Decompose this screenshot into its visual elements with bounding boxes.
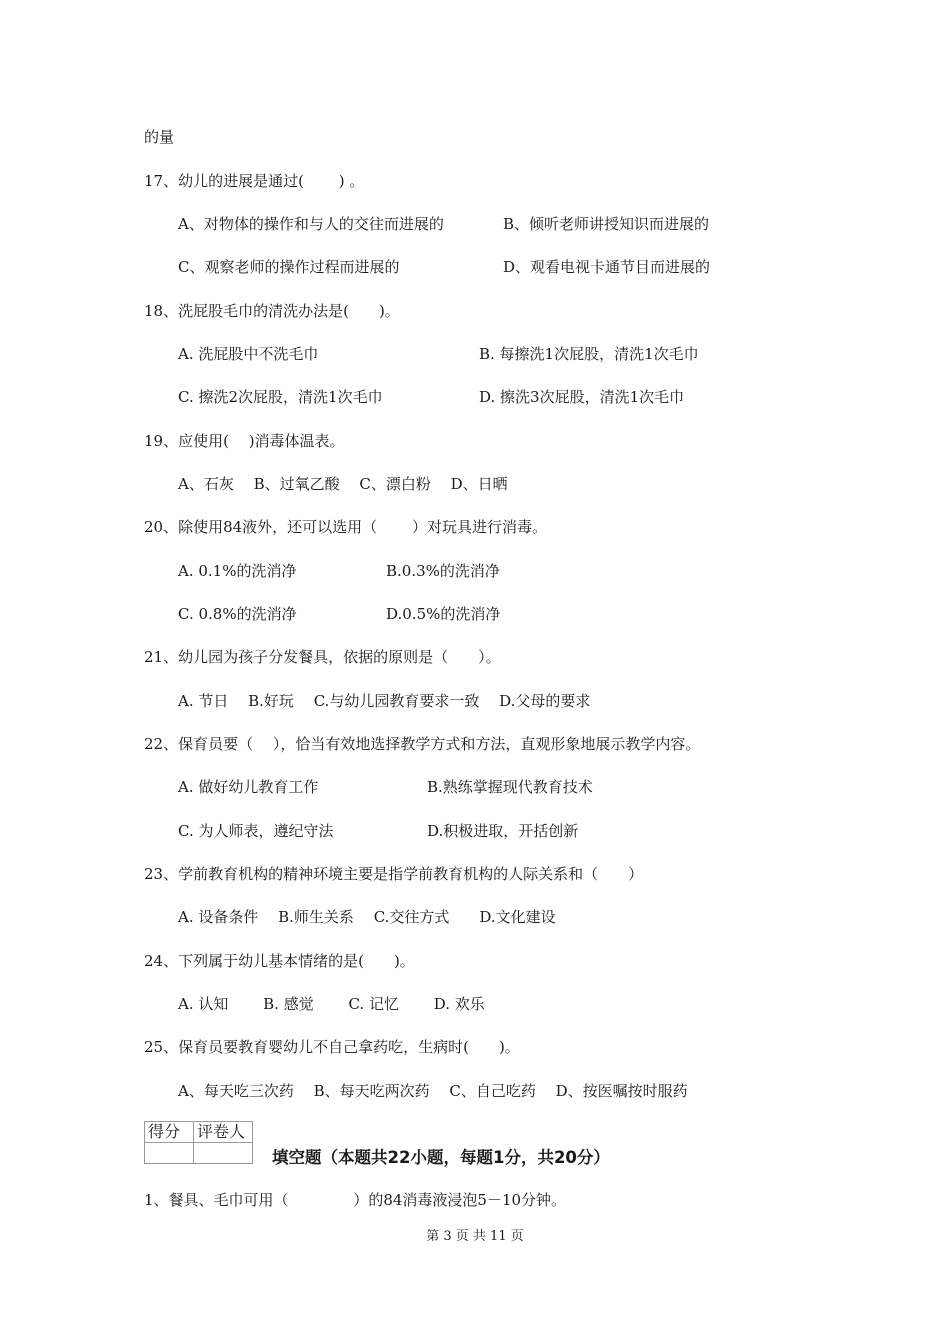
question-25-stem: 25、保育员要教育婴幼儿不自己拿药吃，生病时( )。	[144, 1038, 520, 1056]
question-17-option-a: A、对物体的操作和与人的交往而进展的	[178, 215, 444, 233]
question-24-options: A. 认知 B. 感觉 C. 记忆 D. 欢乐	[178, 995, 485, 1013]
question-17-option-d: D、观看电视卡通节目而进展的	[503, 258, 711, 276]
question-17-option-b: B、倾听老师讲授知识而进展的	[503, 215, 710, 233]
question-19-stem: 19、应使用( )消毒体温表。	[144, 432, 345, 450]
question-21-stem: 21、幼儿园为孩子分发餐具，依据的原则是（ ）。	[144, 648, 501, 666]
question-18-option-a: A. 洗屁股中不洗毛巾	[178, 345, 319, 363]
continuation-text: 的量	[144, 128, 175, 146]
question-22-option-c: C. 为人师表，遵纪守法	[178, 822, 334, 840]
question-22-stem: 22、保育员要（ ），恰当有效地选择教学方式和方法，直观形象地展示教学内容。	[144, 735, 701, 753]
question-21-options: A. 节日 B.好玩 C.与幼儿园教育要求一致 D.父母的要求	[178, 692, 591, 710]
score-box	[144, 1121, 253, 1164]
fill-question-1: 1、餐具、毛巾可用（ ）的84消毒液浸泡5－10分钟。	[144, 1191, 567, 1209]
question-19-options: A、石灰 B、过氧乙酸 C、漂白粉 D、日晒	[178, 475, 508, 493]
score-cell	[145, 1143, 194, 1164]
question-17-stem: 17、幼儿的进展是通过( ) 。	[144, 172, 365, 190]
score-label: 得分	[145, 1122, 194, 1143]
question-20-option-b: B.0.3%的洗消净	[386, 562, 500, 580]
question-20-option-d: D.0.5%的洗消净	[386, 605, 501, 623]
question-22-option-b: B.熟练掌握现代教育技术	[427, 778, 593, 796]
question-17-option-c: C、观察老师的操作过程而进展的	[178, 258, 400, 276]
question-18-option-d: D. 擦洗3次屁股，清洗1次毛巾	[479, 388, 685, 406]
question-23-options: A. 设备条件 B.师生关系 C.交往方式 D.文化建设	[178, 908, 556, 926]
question-18-option-c: C. 擦洗2次屁股，清洗1次毛巾	[178, 388, 383, 406]
question-22-option-a: A. 做好幼儿教育工作	[178, 778, 319, 796]
question-18-option-b: B. 每擦洗1次屁股，清洗1次毛巾	[479, 345, 699, 363]
question-20-option-c: C. 0.8%的洗消净	[178, 605, 297, 623]
page-footer: 第 3 页 共 11 页	[426, 1229, 524, 1244]
grader-label: 评卷人	[194, 1122, 253, 1143]
question-25-options: A、每天吃三次药 B、每天吃两次药 C、自己吃药 D、按医嘱按时服药	[178, 1082, 688, 1100]
question-20-stem: 20、除使用84液外，还可以选用（ ）对玩具进行消毒。	[144, 518, 547, 536]
question-24-stem: 24、下列属于幼儿基本情绪的是( )。	[144, 952, 415, 970]
question-22-option-d: D.积极进取，开括创新	[427, 822, 579, 840]
question-18-stem: 18、洗屁股毛巾的清洗办法是( )。	[144, 302, 400, 320]
question-20-option-a: A. 0.1%的洗消净	[178, 562, 297, 580]
grader-cell	[194, 1143, 253, 1164]
section-title: 填空题（本题共22小题，每题1分，共20分）	[272, 1148, 610, 1167]
question-23-stem: 23、学前教育机构的精神环境主要是指学前教育机构的人际关系和（ ）	[144, 865, 644, 883]
